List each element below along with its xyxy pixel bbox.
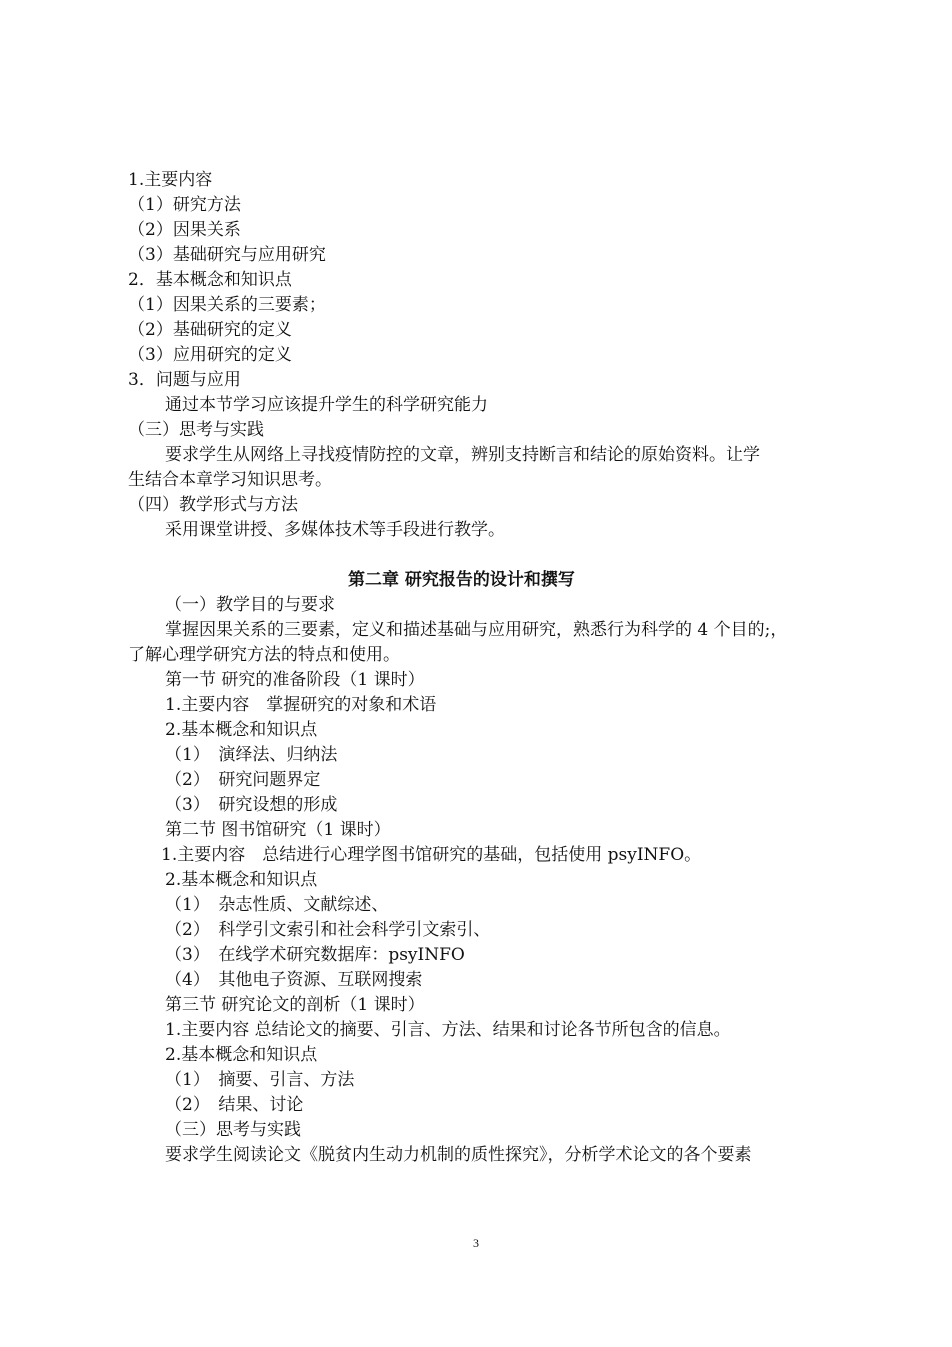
- text-line: 1.主要内容: [128, 170, 213, 190]
- text-line: 1.主要内容 掌握研究的对象和术语: [165, 695, 437, 715]
- list-item: （2） 科学引文索引和社会科学引文索引、: [165, 920, 491, 940]
- text-line: （三）思考与实践: [165, 1120, 301, 1140]
- text-line: 2.基本概念和知识点: [165, 720, 318, 740]
- text-line: 了解心理学研究方法的特点和使用。: [128, 645, 400, 665]
- section-heading: 第二节 图书馆研究（1 课时）: [165, 820, 391, 840]
- text-line: （四）教学形式与方法: [128, 495, 298, 515]
- text-line: 3．问题与应用: [128, 370, 241, 390]
- list-item: （3） 研究设想的形成: [165, 795, 338, 815]
- list-item: （1） 演绎法、归纳法: [165, 745, 338, 765]
- text-line: （2）基础研究的定义: [128, 320, 292, 340]
- text-line: 2.基本概念和知识点: [165, 870, 318, 890]
- text-line: （1）研究方法: [128, 195, 241, 215]
- section-heading: 第一节 研究的准备阶段（1 课时）: [165, 670, 425, 690]
- text-line: 掌握因果关系的三要素，定义和描述基础与应用研究，熟悉行为科学的 4 个目的;，: [165, 620, 788, 640]
- text-line: （2）因果关系: [128, 220, 241, 240]
- text-line: 1.主要内容 总结进行心理学图书馆研究的基础，包括使用 psyINFO。: [161, 845, 702, 865]
- text-line: 要求学生阅读论文《脱贫内生动力机制的质性探究》，分析学术论文的各个要素: [165, 1145, 752, 1165]
- text-line: 1.主要内容 总结论文的摘要、引言、方法、结果和讨论各节所包含的信息。: [165, 1020, 731, 1040]
- text-line: （三）思考与实践: [128, 420, 264, 440]
- text-line: （一）教学目的与要求: [165, 595, 335, 615]
- text-line: （3）基础研究与应用研究: [128, 245, 326, 265]
- text-line: 要求学生从网络上寻找疫情防控的文章，辨别支持断言和结论的原始资料。让学: [165, 445, 760, 465]
- text-line: 通过本节学习应该提升学生的科学研究能力: [165, 395, 488, 415]
- text-line: 采用课堂讲授、多媒体技术等手段进行教学。: [165, 520, 505, 540]
- chapter-heading: 第二章 研究报告的设计和撰写: [348, 570, 575, 590]
- list-item: （4） 其他电子资源、互联网搜索: [165, 970, 423, 990]
- page-number: 3: [473, 1236, 479, 1250]
- text-line: 生结合本章学习知识思考。: [128, 470, 332, 490]
- section-heading: 第三节 研究论文的剖析（1 课时）: [165, 995, 425, 1015]
- text-line: 2．基本概念和知识点: [128, 270, 292, 290]
- list-item: （2） 结果、讨论: [165, 1095, 304, 1115]
- list-item: （3） 在线学术研究数据库：psyINFO: [165, 945, 465, 965]
- text-line: 2.基本概念和知识点: [165, 1045, 318, 1065]
- list-item: （2） 研究问题界定: [165, 770, 321, 790]
- list-item: （1） 杂志性质、文献综述、: [165, 895, 389, 915]
- text-line: （3）应用研究的定义: [128, 345, 292, 365]
- text-line: （1）因果关系的三要素；: [128, 295, 326, 315]
- list-item: （1） 摘要、引言、方法: [165, 1070, 355, 1090]
